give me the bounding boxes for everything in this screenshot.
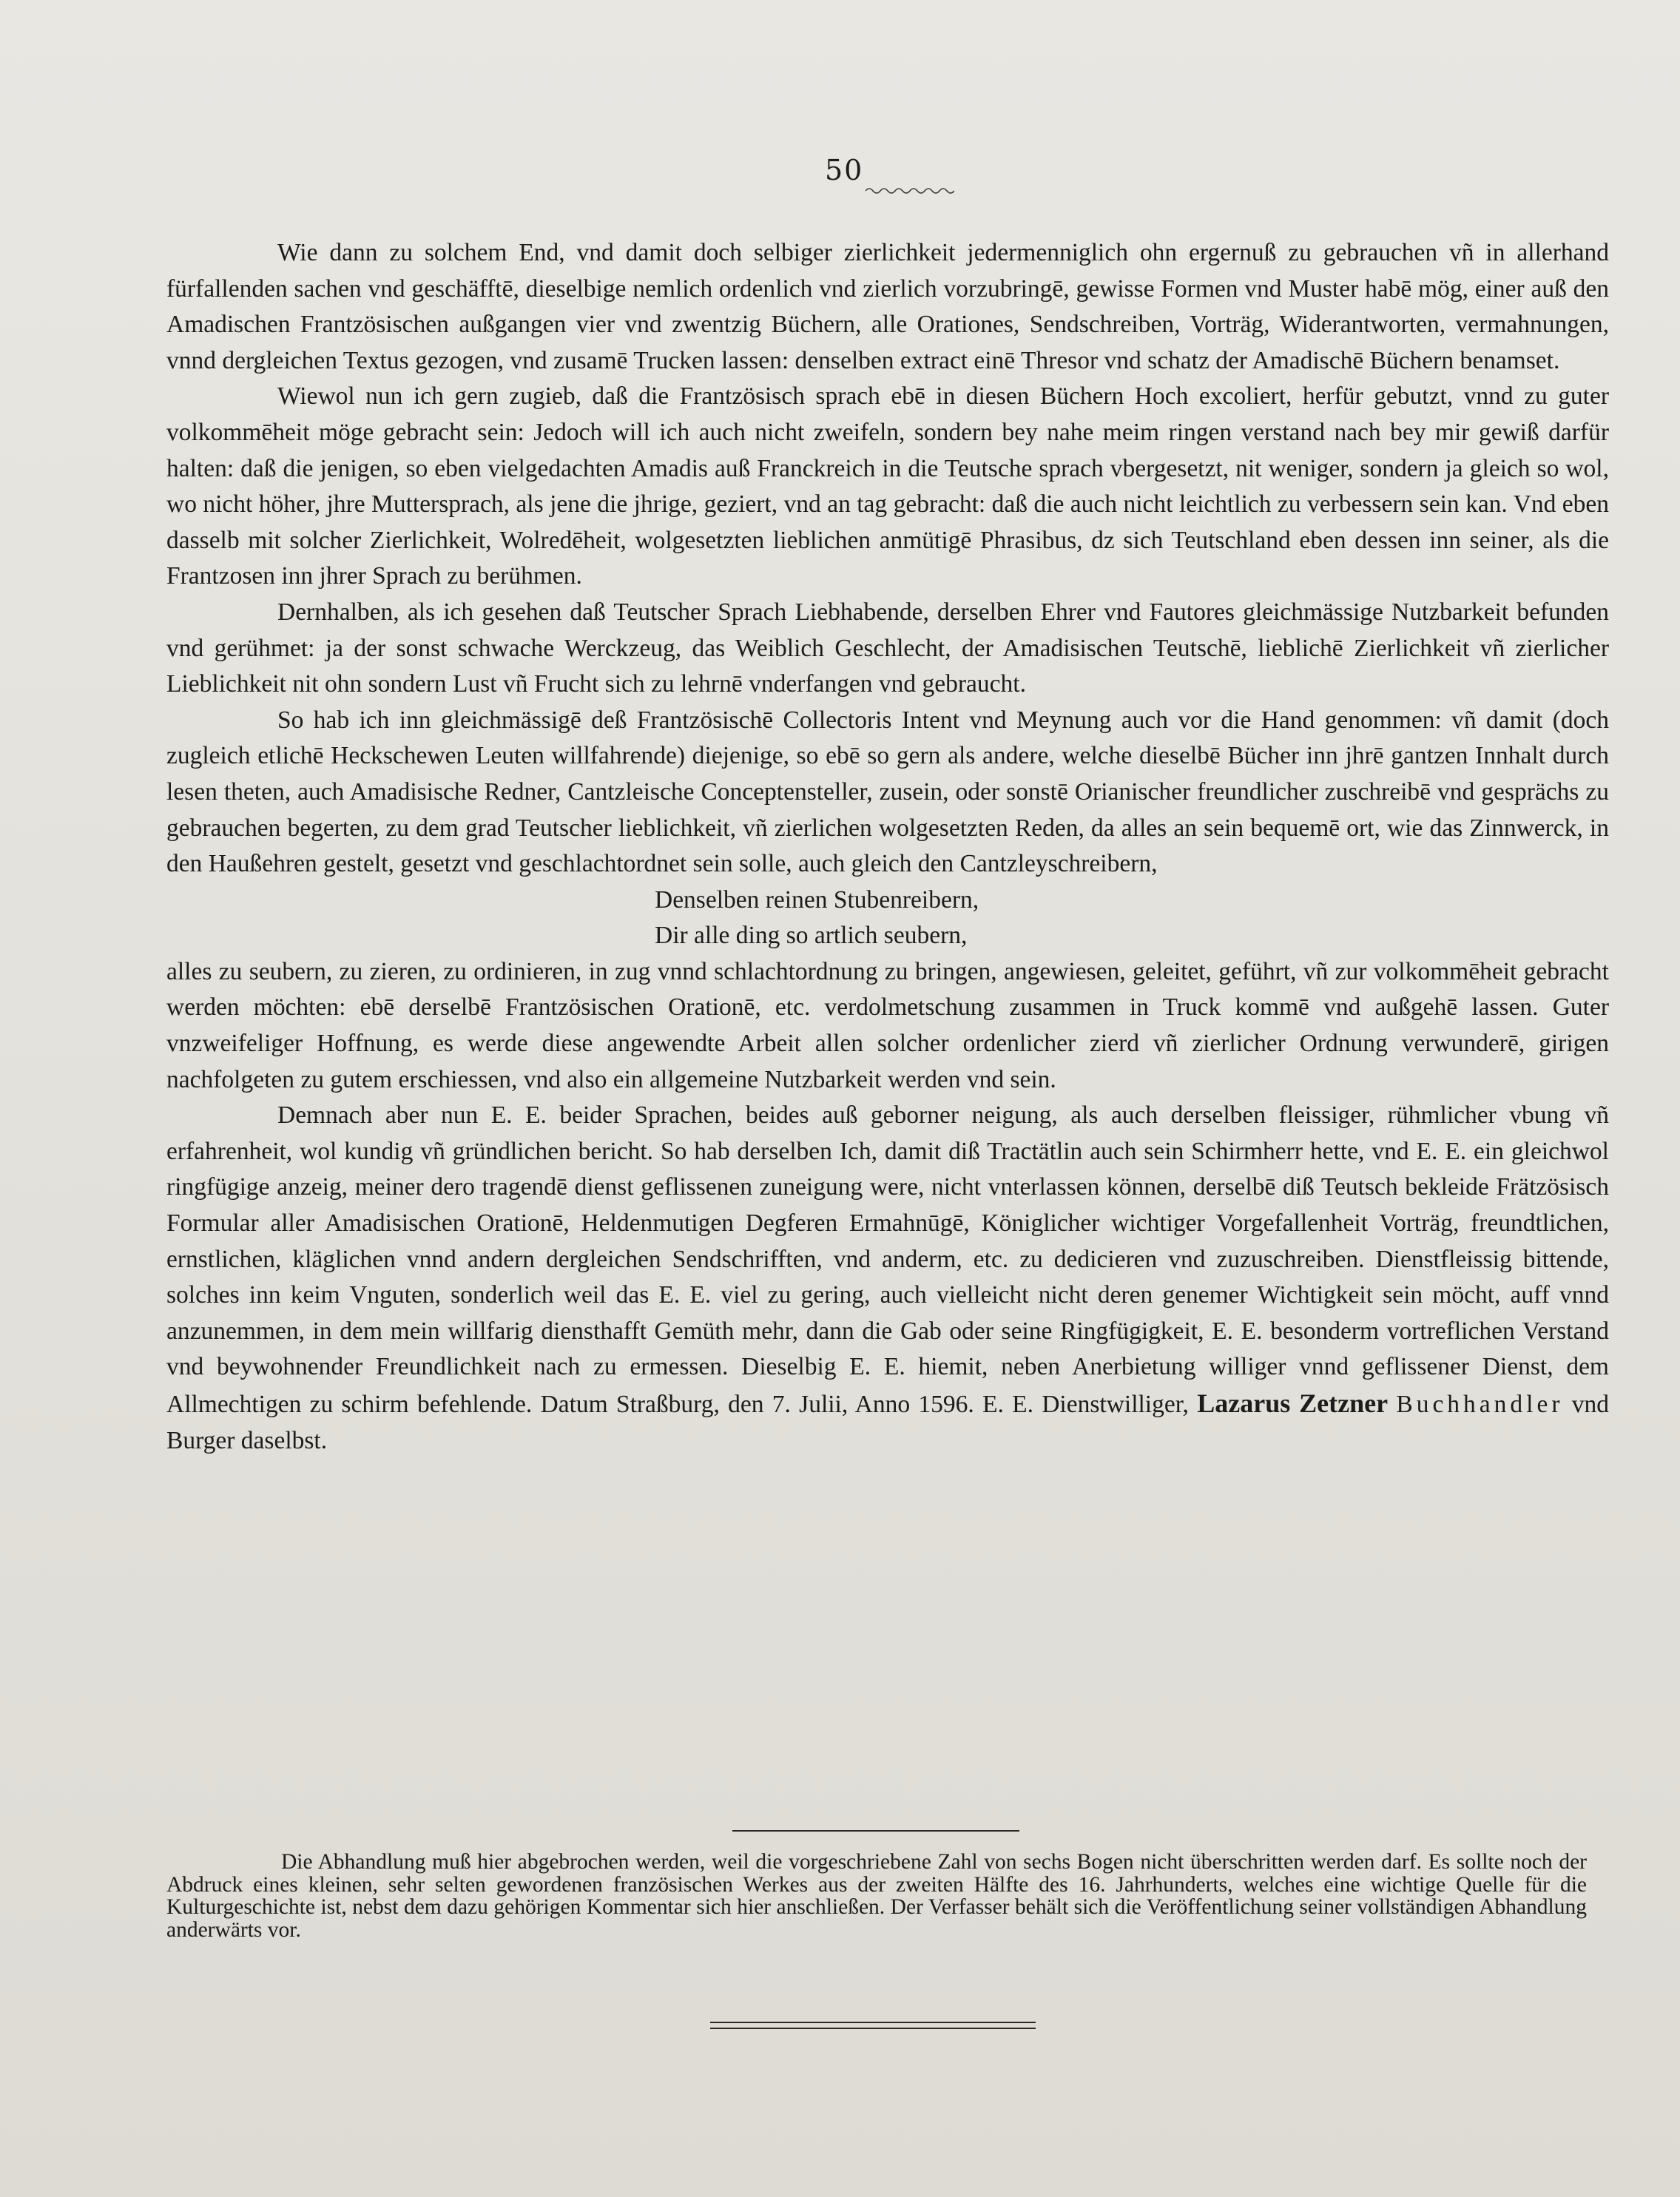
verse-line-1: Denselben reinen Stubenreibern, xyxy=(655,885,979,914)
dedication-text: Demnach aber nun E. E. beider Sprachen, beides auß geborner neigung, als auch derselben fleissiger, rühmlicher vbung vñ erfahrenheit, wol kundig vñ gründlichen bericht. So hab derselben Ich, damit diß Tractätlin auch sein Schirmherr hette, vnd E. E. ein gleichwol ringfügige anzeig, meiner dero tragendē dienst geflissenen zuneigung were, nicht vnterlassen können, derselbē diß Teutsch bekleide Frätzösisch Formular aller Amadisischen Orationē, Heldenmutigen Degferen Ermahnūgē, Königlicher wichtiger Vorgefallenheit Vorträg, freundtlichen, ernstlichen, kläglichen vnnd andern dergleichen Sendschrifften, vnd anderm, etc. zu dedicieren vnd zuzuschreiben. Dienstfleissig bittende, solches inn keim Vnguten, sonderlich weil das E. E. viel zu gering, auch vielleicht nicht deren genemer Wichtigkeit sein möcht, auff vnnd anzunemmen, in dem mein willfarig diensthafft Gemüth mehr, dann die Gab oder seine Ringfügigkeit, E. E. besonderm vortreflichen Verstand vnd beywohnender Freundlichkeit nach zu ermessen. Dieselbig E. E. hiemit, neben Anerbietung williger vnnd geflissener Dienst, dem Allmechtigen zu schirm befehlende. Datum Straßburg, den 7. Julii, Anno 1596. E. E. Dienstwilliger, xyxy=(166,1101,1609,1418)
verse-line-2: Dir alle ding so artlich seubern, xyxy=(655,922,968,950)
page-number: 50 xyxy=(825,154,864,186)
paragraph-2: Wiewol nun ich gern zugieb, daß die Frantzösisch sprach ebē in diesen Büchern Hoch excoliert, herfür gebutzt, vnnd zu guter volkommēheit möge gebracht sein: Jedoch will ich auch nicht zweifeln, sondern bey nahe meim ringen verstand nach bey mir gewiß darfür halten: daß die jenigen, so eben vielgedachten Amadis auß Franckreich in die Teutsche sprach vbergesetzt, nit weniger, sondern ja gleich so wol, wo nicht höher, jhre Muttersprach, als jene die jhrige, geziert, vnd an tag gebracht: daß die auch nicht leichtlich zu verbessern sein kan. Vnd eben dasselb mit solcher Zierlichkeit, Wolredēheit, wolgesetzten lieblichen anmütigē Phrasibus, dz sich Teutschland eben dessen inn seiner, als die Frantzosen inn jhrer Sprach zu berühmen. xyxy=(166,382,1609,590)
paragraph-4: So hab ich inn gleichmässigē deß Frantzösischē Collectoris Intent vnd Meynung auch vor die Hand genommen: vñ damit (doch zugleich etlichē Heckschewen Leuten willfahrende) diejenige, so ebē so gern als andere, welche dieselbē Bücher inn jhrē gantzen Innhalt durch lesen theten, auch Amadisische Redner, Cantzleische Conceptensteller, zusein, oder sonstē Orianischer freundlicher zuschreibē vnd gesprächs zu gebrauchen begerten, zu dem grad Teutscher lieblichkeit, vñ zierlichen wolgesetzten Reden, da alles an sein bequemē ort, wie das Zinnwerck, in den Haußehren gestelt, gesetzt vnd geschlachtordnet sein solle, auch gleich den Cantzleyschreibern, xyxy=(166,706,1609,878)
signature-title: Buchhandler xyxy=(1396,1391,1564,1418)
end-rule-bottom xyxy=(710,2028,1036,2029)
wavy-ornament xyxy=(866,186,954,195)
paragraph-continuation: alles zu seubern, zu zieren, zu ordinieren, in zug vnnd schlachtordnung zu bringen, angewiesen, geleitet, geführt, vñ zur volkommēheit gebracht werden möchten: ebē derselbē Frantzösischen Orationē, etc. verdolmetschung zusammen in Truck kommē vnd außgehē lassen. Guter vnzweifeliger Hoffnung, es werde diese angewendte Arbeit allen solcher ordenlicher zierd vñ zierlicher Ordnung verwunderē, girigen nachfolgeten zu gutem erschiessen, vnd also ein allgemeine Nutzbarkeit werden vnd sein. xyxy=(166,957,1609,1093)
paragraph-3: Dernhalben, als ich gesehen daß Teutscher Sprach Liebhabende, derselben Ehrer vnd Fautores gleichmässige Nutzbarkeit befunden vnd gerühmet: ja der sonst schwache Werckzeug, das Weiblich Geschlecht, der Amadisischen Teutschē, lieblichē Zierlichkeit vñ zierlicher Lieblichkeit nit ohn sondern Lust vñ Frucht sich zu lehrnē vnderfangen vnd gebraucht. xyxy=(166,598,1609,698)
end-rule-top xyxy=(710,2022,1036,2023)
paragraph-dedication xyxy=(166,1098,1609,1459)
main-text xyxy=(166,235,1609,1459)
signature-tail: vnd Burger daselbst. xyxy=(166,1391,1610,1454)
signature-name: Lazarus Zetzner xyxy=(1197,1388,1389,1418)
footnote-text: Die Abhandlung muß hier abgebrochen werden, weil die vorgeschriebene Zahl von sechs Bogen nicht überschritten werden darf. Es sollte noch der Abdruck eines kleinen, sehr selten gewordenen französischen Werkes aus der zweiten Hälfte des 16. Jahrhunderts, welches eine wichtige Quelle für die Kulturgeschichte ist, nebst dem dazu gehörigen Kommentar sich hier anschließen. Der Verfasser behält sich die Veröffentlichung seiner vollständigen Abhandlung anderwärts vor. xyxy=(166,1850,1587,1942)
separator-rule xyxy=(732,1830,1019,1832)
footnote xyxy=(166,1851,1587,1941)
paragraph-1: Wie dann zu solchem End, vnd damit doch selbiger zierlichkeit jedermenniglich ohn ergernuß zu gebrauchen vñ in allerhand fürfallenden sachen vnd geschäfftē, dieselbige nemlich ordenlich vnd zierlich vorzubringē, gewisse Formen vnd Muster habē mög, einer auß den Amadischen Frantzösischen außgangen vier vnd zwentzig Büchern, alle Orationes, Sendschreiben, Vorträg, Widerantworten, vermahnungen, vnnd dergleichen Textus gezogen, vnd zusamē Trucken lassen: denselben extract einē Thresor vnd schatz der Amadischē Büchern benamset. xyxy=(166,239,1609,374)
